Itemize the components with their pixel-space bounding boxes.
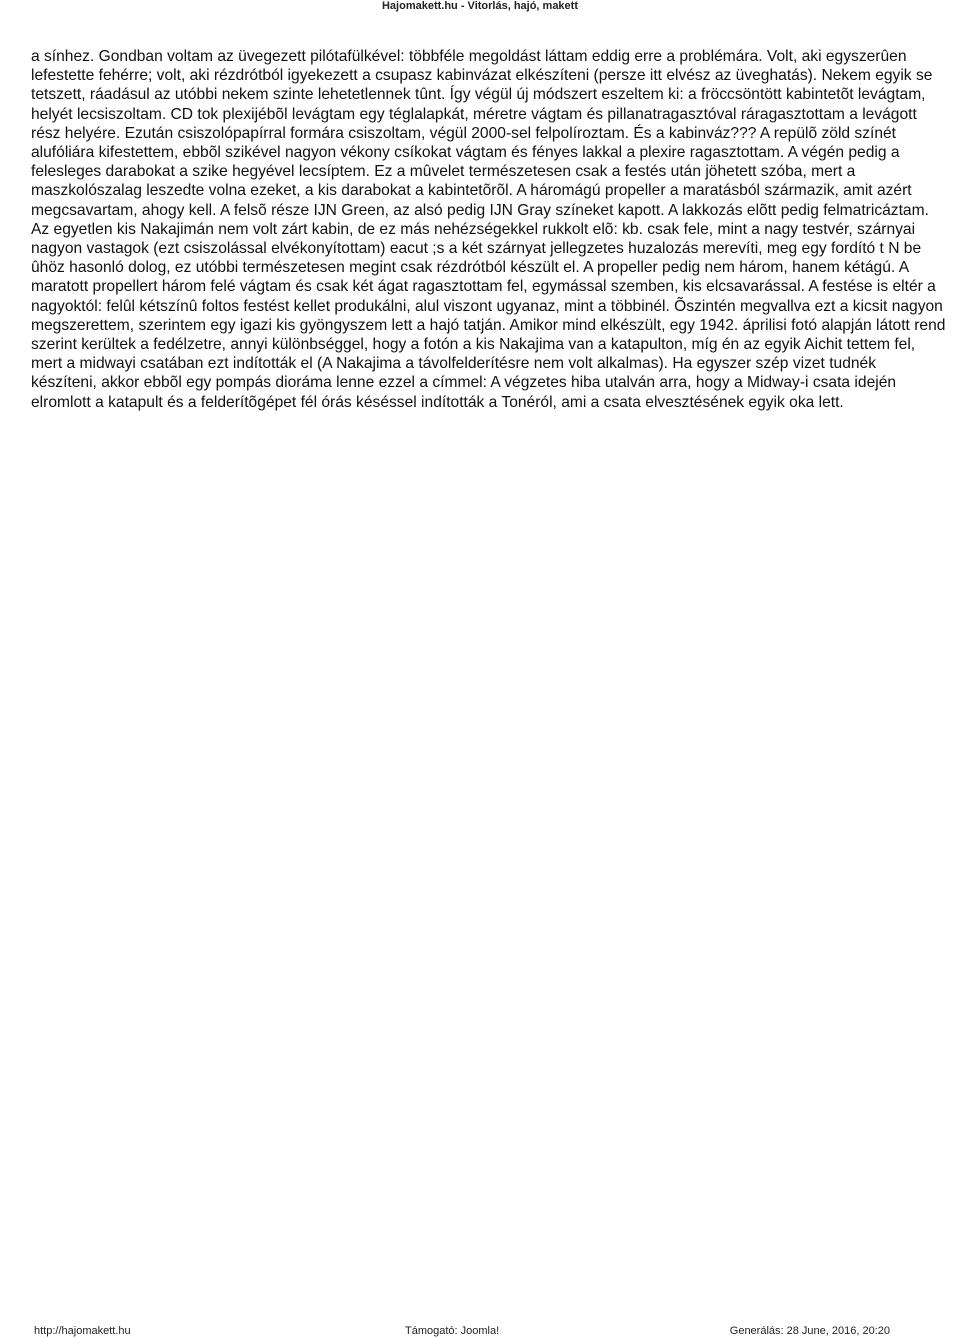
footer-generated-date: Generálás: 28 June, 2016, 20:20 — [729, 1325, 890, 1337]
footer-url-link[interactable]: http://hajomakett.hu — [34, 1325, 131, 1337]
page-footer — [0, 1325, 960, 1338]
page-header — [0, 0, 960, 13]
footer-sponsor: Támogató: Joomla! — [405, 1325, 500, 1337]
article-body: a sínhez. Gondban voltam az üvegezett pilótafülkével: többféle megoldást láttam eddig erre a problémára. Volt, aki egyszerûen lefestette fehérre; volt, aki rézdrótból igyekezett a csupasz kabinvázat elkészíteni (persze itt elvész az üveghatás). Nekem egyik se tetszett, ráadásul az utóbbi nekem szinte lehetetlennek tûnt. Így végül új módszert eszeltem ki: a fröccsöntött kabintetõt levágtam, helyét lecsiszoltam. CD tok plexijébõl levágtam egy téglalapkát, méretre vágtam és pillanatragasztóval ráragasztottam a levágott rész helyére. Ezután csiszolópapírral formára csiszoltam, végül 2000-sel felpolíroztam. És a kabinváz??? A repülõ zöld színét alufóliára kifestettem, ebbõl szikével nagyon vékony csíkokat vágtam és fényes lakkal a plexire ragasztottam. A végén pedig a felesleges darabokat a szike hegyével lecsíptem. Ez a mûvelet természetesen csak a festés után jöhetett szóba, mert a maszkolószalag leszedte volna ezeket, a kis darabokat a kabintetõrõl. A háromágú propeller a maratásból származik, amit azért megcsavartam, ahogy kell. A felsõ része IJN Green, az alsó pedig IJN Gray színeket kapott. A lakkozás elõtt pedig felmatricáztam. Az egyetlen kis Nakajimán nem volt zárt kabin, de ez más nehézségekkel rukkolt elõ: kb. csak fele, mint a nagy testvér, szárnyai nagyon vastagok (ezt csiszolással elvékonyítottam) eacut ;s a két szárnyat jellegzetes huzalozás merevíti, meg egy fordító t N be ûhöz hasonló dolog, ez utóbbi természetesen megint csak rézdrótból készült el. A propeller pedig nem három, hanem kétágú. A maratott propellert három felé vágtam és csak két ágat ragasztottam fel, egymással szemben, kis elcsavarással. A festése is eltér a nagyoktól: felûl kétszínû foltos festést kellet produkálni, alul viszont ugyanaz, mint a többinél. Õszintén megvallva ezt a kicsit nagyon megszerettem, szerintem egy igazi kis gyöngyszem lett a hajó tatján. Amikor mind elkészült, egy 1942. áprilisi fotó alapján látott rend szerint kerültek a fedélzetre, annyi különbséggel, hogy a fotón a kis Nakajima van a katapulton, míg én az egyik Aichit tettem fel, mert a midwayi csatában ezt indították el (A Nakajima a távolfelderítésre nem volt alkalmas). Ha egyszer szép vizet tudnék készíteni, akkor ebbõl egy pompás dioráma lenne ezzel a címmel: A végzetes hiba utalván arra, hogy a Midway-i csata idején elromlott a katapult és a felderítõgépet fél órás késéssel indították a Tonéról, ami a csata elvesztésének egyik oka lett. — [31, 48, 946, 411]
site-title: Hajomakett.hu - Vitorlás, hajó, makett — [381, 0, 578, 12]
